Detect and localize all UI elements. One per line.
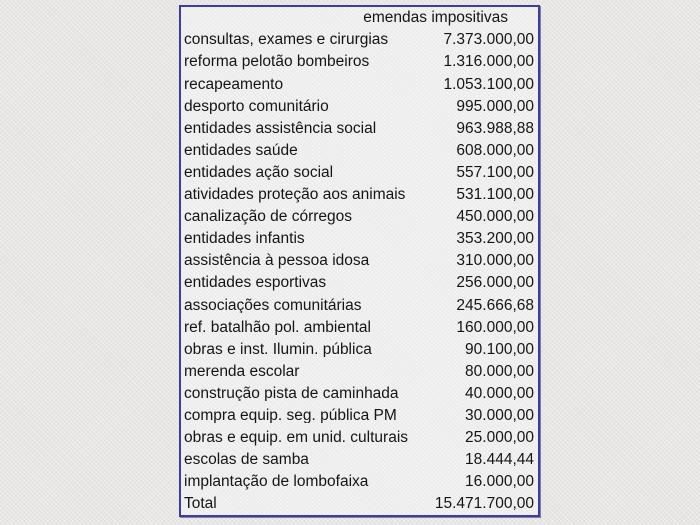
item-value: 1.053.100,00 (443, 75, 534, 93)
item-label: entidades infantis (184, 231, 305, 247)
item-label: obras e inst. Ilumin. pública (184, 341, 372, 358)
table-row (181, 162, 538, 184)
table-row (181, 427, 538, 449)
table-row (181, 449, 538, 471)
emendas-table (179, 5, 540, 517)
table-header-row (181, 7, 538, 29)
table-row (181, 383, 538, 405)
item-label: atividades proteção aos animais (184, 187, 406, 203)
item-value: 608.000,00 (456, 141, 534, 159)
item-value: 16.000,00 (465, 473, 534, 491)
table-total-row (181, 493, 538, 515)
item-value: 30.000,00 (465, 406, 534, 424)
item-value: 310.000,00 (456, 252, 534, 270)
table-row (181, 228, 538, 250)
item-label: entidades assistência social (184, 120, 377, 137)
table-row (181, 405, 538, 427)
table-row (181, 316, 538, 338)
item-value: 1.316.000,00 (443, 53, 534, 71)
item-label: entidades esportivas (184, 275, 327, 291)
item-label: implantação de lombofaixa (184, 474, 369, 490)
item-label: ref. batalhão pol. ambiental (184, 319, 371, 336)
item-value: 18.444,44 (465, 451, 534, 469)
item-value: 450.000,00 (456, 208, 534, 226)
table-row (181, 117, 538, 139)
table-row (181, 73, 538, 95)
total-label: Total (184, 496, 217, 512)
item-label: entidades ação social (184, 164, 334, 181)
table-title: emendas impositivas (363, 9, 508, 27)
item-label: recapeamento (184, 76, 284, 93)
table-row (181, 95, 538, 117)
item-label: assistência à pessoa idosa (184, 253, 370, 269)
item-value: 557.100,00 (456, 163, 534, 181)
item-label: entidades saúde (184, 142, 298, 159)
item-label: canalização de córregos (184, 209, 353, 225)
item-value: 245.666,68 (456, 296, 534, 314)
item-value: 25.000,00 (465, 429, 534, 447)
item-label: obras e equip. em unid. culturais (184, 430, 409, 446)
item-label: reforma pelotão bombeiros (184, 54, 370, 70)
table-row (181, 471, 538, 493)
item-label: compra equip. seg. pública PM (184, 407, 397, 424)
item-value: 963.988,88 (456, 119, 534, 137)
item-value: 160.000,00 (456, 318, 534, 336)
item-label: consultas, exames e cirurgias (184, 32, 389, 48)
table-row (181, 29, 538, 51)
table-row (181, 294, 538, 316)
item-value: 256.000,00 (456, 274, 534, 292)
table-row (181, 250, 538, 272)
item-value: 80.000,00 (465, 362, 534, 380)
item-value: 90.100,00 (465, 340, 534, 358)
table-row (181, 272, 538, 294)
item-label: associações comunitárias (184, 297, 362, 314)
item-value: 40.000,00 (465, 384, 534, 402)
item-value: 531.100,00 (456, 186, 534, 204)
table-row (181, 140, 538, 162)
total-value: 15.471.700,00 (434, 495, 534, 513)
table-row (181, 51, 538, 73)
item-label: merenda escolar (184, 363, 300, 380)
item-label: construção pista de caminhada (184, 385, 399, 402)
item-value: 353.200,00 (456, 230, 534, 248)
table-row (181, 338, 538, 360)
item-label: desporto comunitário (184, 98, 329, 115)
table-row (181, 206, 538, 228)
item-value: 7.373.000,00 (443, 31, 534, 49)
table-row (181, 184, 538, 206)
table-row (181, 361, 538, 383)
item-label: escolas de samba (184, 452, 309, 468)
item-value: 995.000,00 (456, 97, 534, 115)
